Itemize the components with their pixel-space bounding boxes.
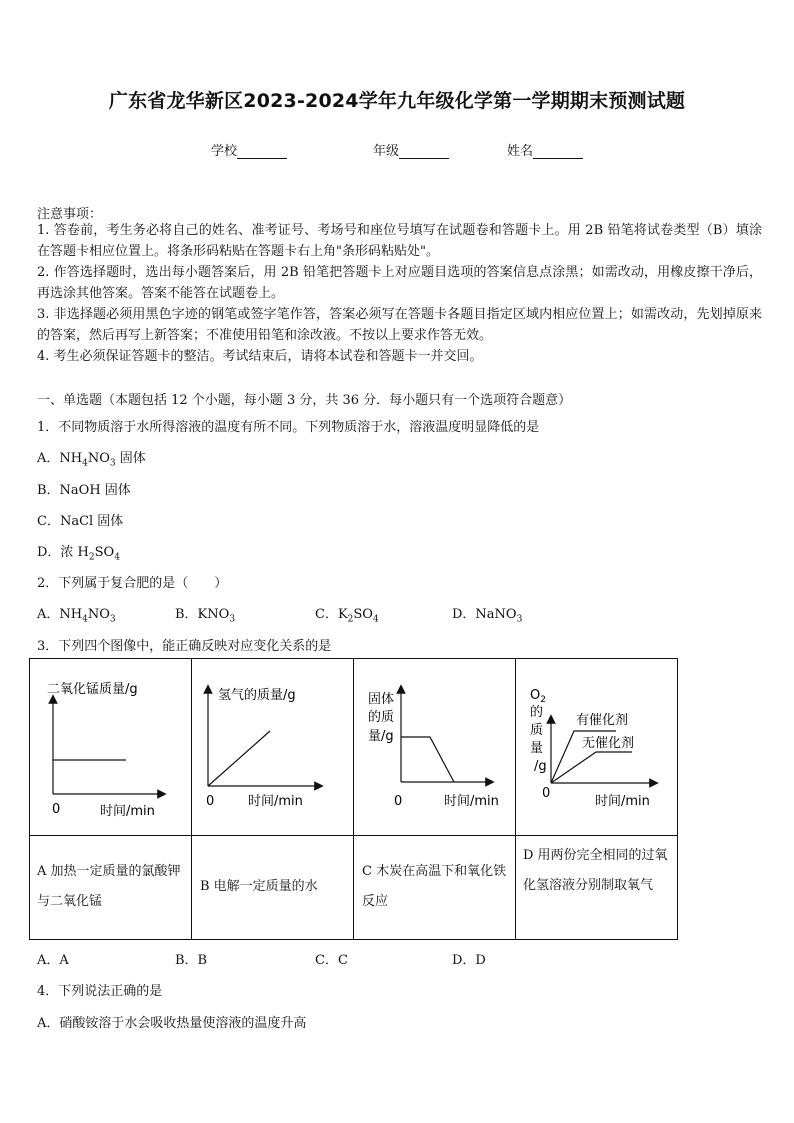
notes-heading: 注意事项： [37,207,103,222]
grade-blank[interactable] [399,146,449,159]
q3-option-d[interactable]: D．D [452,953,486,968]
graph-c [354,659,515,835]
page-title: 广东省龙华新区2023-2024学年九年级化学第一学期期末预测试题 [108,90,686,112]
q2-option-d[interactable] [452,603,522,625]
graph-c-xlabel: 时间/min [444,794,499,809]
q3-option-b[interactable]: B．B [175,953,208,968]
q2-stem: 2．下列属于复合肥的是（ ） [37,576,228,591]
q4-stem: 4．下列说法正确的是 [37,984,163,999]
q1-d-text: D．浓 H [37,545,89,560]
section-heading: 一、单选题（本题包括 12 个小题，每小题 3 分，共 36 分．每小题只有一个选项符合题意） [37,393,572,408]
graph-d-ylabel-3: 质 [530,723,544,738]
q2-c-sub1: 2 [347,614,354,625]
note-item-3: 3. 非选择题必须用黑色字迹的钢笔或签字笔作答，答案必须写在答题卡各题目指定区域内相应位置上；如需改动，先划掉原来的答案，然后再写上新答案；不准使用铅笔和涂改液。不按以上要求作答无效。 [37,307,762,343]
q1-stem: 1．不同物质溶于水所得溶液的温度有所不同。下列物质溶于水，溶液温度明显降低的是 [37,420,540,435]
q2-c-sub2: 4 [372,614,379,625]
q1-a-post: 固体 [115,451,146,466]
graph-a-description: A 加热一定质量的氯酸钾与二氧化锰 [37,864,181,909]
note-item-2: 2. 作答选择题时，选出每小题答案后，用 2B 铅笔把答题卡上对应题目选项的答案信息点涂黑；如需改动，用橡皮擦干净后，再选涂其他答案。答案不能答在试题卷上。 [37,265,762,301]
graph-b-xlabel: 时间/min [248,794,303,809]
table-divider [30,835,677,836]
q1-a-sub1: 4 [82,458,88,469]
grade-label: 年级 [373,144,400,159]
graph-b-origin: 0 [206,794,215,809]
school-blank[interactable] [237,146,287,159]
grade-field [373,140,449,159]
q4-option-a[interactable]: A．硝酸铵溶于水会吸收热量使溶液的温度升高 [37,1016,307,1031]
q3-stem: 3．下列四个图像中，能正确反映对应变化关系的是 [37,639,332,654]
q2-b-text: B．KNO [175,607,230,622]
graph-d-line2-label: 无催化剂 [582,736,635,751]
q2-a-sub1: 4 [82,614,88,625]
q3-option-c[interactable]: C．C [315,953,348,968]
q2-c-text: C．K [315,607,348,622]
school-field [211,140,287,159]
q2-option-b[interactable] [175,603,235,625]
graph-c-ylabel-3: 量/g [368,729,394,744]
q2-a-text: A．NH [37,607,83,622]
graph-d-line1-label: 有催化剂 [576,713,629,728]
q3-graph-table [29,658,678,940]
q1-a-mid: NO [87,451,110,466]
graph-c-ylabel-1: 固体 [368,692,395,707]
q2-option-c[interactable] [315,603,379,625]
q1-option-a[interactable] [37,447,146,469]
graph-d-ylabel-2: 的 [530,705,544,720]
q1-d-sub2: 4 [114,552,120,563]
note-item-4: 4. 考生必须保证答题卡的整洁。考试结束后，请将本试卷和答题卡一并交回。 [37,349,483,364]
q1-option-c[interactable]: C．NaCl 固体 [37,514,124,529]
q2-option-a[interactable] [37,603,116,625]
graph-d-ylabel-1: $O_2$ [530,688,546,705]
graph-a-origin: 0 [52,802,61,817]
graph-a-ylabel: 二氧化锰质量/g [47,682,138,697]
name-blank[interactable] [533,146,583,159]
graph-d [516,659,677,835]
graph-b-ylabel: 氢气的质量/g [218,688,296,703]
graph-b [192,659,353,835]
graph-d-xlabel: 时间/min [595,794,650,809]
graph-d-ylabel-4: 量 [530,741,544,756]
graph-c-description: C 木炭在高温下和氧化铁反应 [362,864,507,909]
graph-a-xlabel: 时间/min [100,804,155,819]
q1-option-b[interactable]: B．NaOH 固体 [37,483,131,498]
school-label: 学校 [211,144,238,159]
graph-d-ylabel-5: /g [534,759,547,774]
q2-d-sub1: 3 [516,614,523,625]
q2-d-text: D．NaNO [452,607,517,622]
name-field [507,140,583,159]
graph-a [30,659,191,835]
graph-b-description: B 电解一定质量的水 [200,879,318,894]
graph-c-origin: 0 [394,794,403,809]
q2-b-sub1: 3 [229,614,236,625]
graph-b-line [208,731,270,786]
q2-a-mid: NO [87,607,110,622]
name-label: 姓名 [507,144,534,159]
q2-a-sub2: 3 [109,614,116,625]
q2-c-mid: SO [353,607,373,622]
q1-a-text: A．NH [37,451,83,466]
graph-d-description: D 用两份完全相同的过氧化氢溶液分别制取氧气 [523,848,668,893]
note-item-1: 1. 答卷前，考生务必将自己的姓名、准考证号、考场号和座位号填写在试题卷和答题卡上。用 2B 铅笔将试卷类型（B）填涂在答题卡相应位置上。将条形码粘贴在答题卡右上角"条形码粘贴处"。 [37,223,762,259]
q3-option-a[interactable]: A．A [37,953,69,968]
q1-option-d[interactable] [37,541,120,563]
q1-d-sub1: 2 [88,552,95,563]
q1-a-sub2: 3 [109,458,116,469]
graph-d-origin: 0 [542,786,551,801]
graph-c-line [401,737,454,782]
graph-c-ylabel-2: 的质 [368,710,395,725]
q1-d-mid: SO [94,545,115,560]
